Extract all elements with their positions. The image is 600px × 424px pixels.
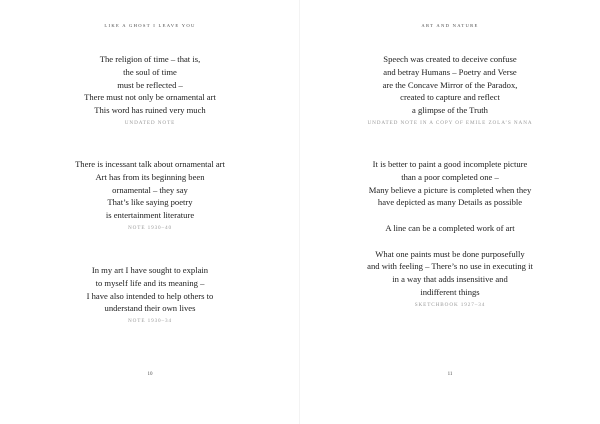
poem-line: What one paints must be done purposefully xyxy=(375,248,525,259)
poem-speech-deceive xyxy=(300,53,600,127)
source-caption: UNDATED NOTE IN A COPY OF EMILE ZOLA’S NANA xyxy=(367,119,533,126)
poem-line: I have also intended to help others to xyxy=(86,290,214,301)
stanza-break xyxy=(300,235,600,248)
poem-line: Art has from its beginning been xyxy=(95,171,205,182)
page-number-left: 10 xyxy=(147,372,153,377)
poem-line: It is better to paint a good incomplete picture xyxy=(372,159,528,169)
poem-line: to myself life and its meaning – xyxy=(95,277,205,288)
poem-line: indifferent things xyxy=(420,286,480,297)
poem-line: That’s like saying poetry xyxy=(107,197,193,208)
running-head-right: ART AND NATURE xyxy=(421,23,479,28)
poem-line: The religion of time – that is, xyxy=(99,54,201,64)
poem-line: Many believe a picture is completed when they xyxy=(368,184,532,195)
poem-line: in a way that adds insensitive and xyxy=(392,274,508,285)
source-caption: UNDATED NOTE xyxy=(124,119,176,126)
poem-line: are the Concave Mirror of the Paradox, xyxy=(382,79,518,90)
right-page xyxy=(300,0,600,424)
poem-incomplete-picture xyxy=(300,158,600,309)
page-number-right: 11 xyxy=(447,372,453,377)
poem-religion-of-time xyxy=(0,53,300,127)
poem-line: ornamental – they say xyxy=(112,184,188,195)
poem-explain-life xyxy=(0,264,300,325)
source-caption: NOTE 1930–40 xyxy=(127,224,173,231)
poem-line: is entertainment literature xyxy=(105,210,195,221)
poem-line: must be reflected – xyxy=(117,79,183,90)
poem-line: than a poor completed one – xyxy=(401,171,499,182)
source-caption: NOTE 1930–34 xyxy=(127,318,173,325)
source-caption: SKETCHBOOK 1927–34 xyxy=(414,301,486,308)
poem-line: There must not only be ornamental art xyxy=(84,92,216,103)
poem-line: the soul of time xyxy=(123,66,177,77)
poem-line: This word has ruined very much xyxy=(94,105,206,116)
poem-line: and betray Humans – Poetry and Verse xyxy=(383,66,517,77)
poem-line: and with feeling – There’s no use in executing it xyxy=(367,261,533,272)
poem-line: have depicted as many Details as possible xyxy=(377,197,523,208)
poem-line: a glimpse of the Truth xyxy=(412,105,488,116)
poem-line: created to capture and reflect xyxy=(400,92,500,103)
poem-line: There is incessant talk about ornamental art xyxy=(75,159,225,169)
poem-line: Speech was created to deceive confuse xyxy=(383,54,517,64)
poem-line: A line can be a completed work of art xyxy=(385,222,515,233)
running-head-left: LIKE A GHOST I LEAVE YOU xyxy=(104,23,196,28)
poem-ornamental-art xyxy=(0,158,300,232)
poem-line: understand their own lives xyxy=(104,303,196,314)
stanza-break xyxy=(300,209,600,222)
poem-line: In my art I have sought to explain xyxy=(91,265,209,275)
